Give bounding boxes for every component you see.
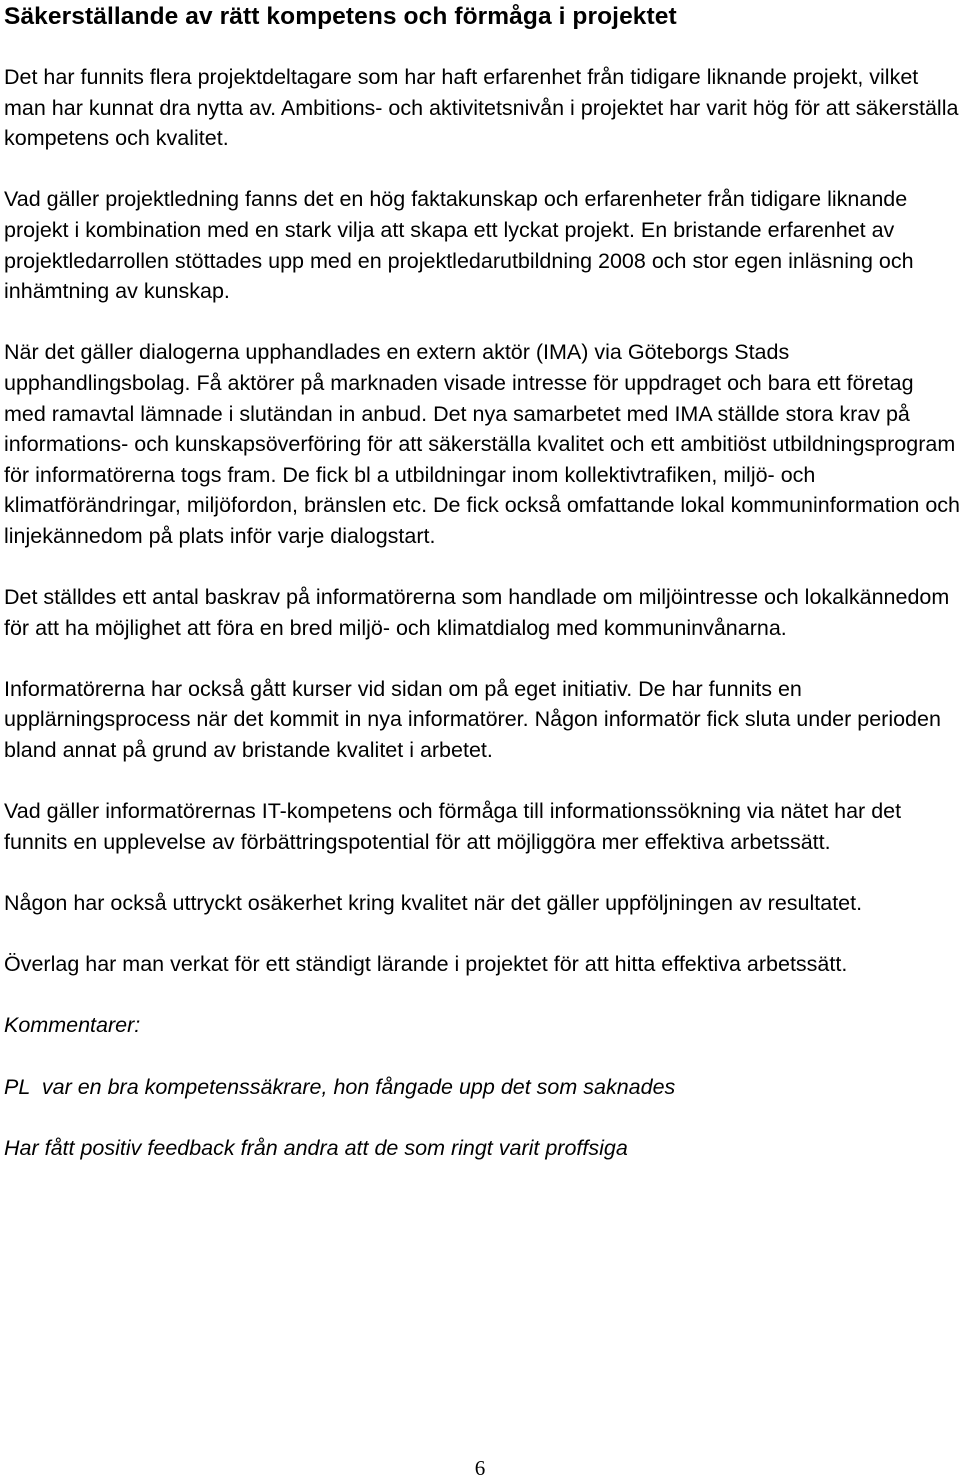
page-number: 6: [474, 1456, 486, 1480]
paragraph-learning: Överlag har man verkat för ett ständigt lärande i projektet för att hitta effektiva arbetssätt.: [4, 952, 848, 977]
paragraph-prior-experience: Det har funnits flera projektdeltagare som har haft erfarenhet från tidigare liknande projekt, vilket man har kunnat dra nytta av. Ambitions- och aktivitetsnivån i projektet har varit hög för att säkerställa kompetens och kvalitet.: [4, 65, 959, 151]
paragraph-follow-up: Någon har också uttryckt osäkerhet kring kvalitet när det gäller uppföljningen av resultatet.: [4, 891, 863, 916]
document-page: [4, 0, 960, 1163]
section-heading: Säkerställande av rätt kompetens och förmåga i projektet: [4, 3, 677, 30]
paragraph-courses: Informatörerna har också gått kurser vid sidan om på eget initiativ. De har funnits en upplärningsprocess när det kommit in nya informatörer. Någon informatör fick sluta under perioden bland annat på grund av bristande kvalitet i arbetet.: [4, 676, 941, 763]
paragraph-dialogue-procurement: När det gäller dialogerna upphandlades en extern aktör (IMA) via Göteborgs Stads upphandlingsbolag. Få aktörer på marknaden visade intresse för uppdraget och bara ett företag med ramavtal lämnade i slutändan in anbud. Det nya samarbetet med IMA ställde stora krav på informations- och kunskapsöverföring för att säkerställa kvalitet och ett ambitiöst utbildningsprogram för informatörerna togs fram. De fick bl a utbildningar inom kollektivtrafiken, miljö- och klimatförändringar, miljöfordon, bränslen etc. De fick också omfattande lokal kommuninformation och linjekännedom på plats inför varje dialogstart.: [4, 340, 960, 548]
paragraph-it-competence: Vad gäller informatörernas IT-kompetens och förmåga till informationssökning via nätet har det funnits en upplevelse av förbättringspotential för att möjliggöra mer effektiva arbetssätt.: [4, 799, 902, 854]
paragraph-base-requirements: Det ställdes ett antal baskrav på informatörerna som handlade om miljöintresse och lokalkännedom för att ha möjlighet att föra en bred miljö- och klimatdialog med kommuninvånarna.: [4, 585, 950, 640]
comment-item: Har fått positiv feedback från andra att de som ringt varit proffsiga: [4, 1135, 628, 1160]
paragraph-project-management: Vad gäller projektledning fanns det en hög faktakunskap och erfarenheter från tidigare liknande projekt i kombination med en stark vilja att skapa ett lyckat projekt. En bristande erfarenhet av projektledarrollen stöttades upp med en projektledarutbildning 2008 och stor egen inläsning och inhämtning av kunskap.: [4, 187, 914, 304]
comments-label: Kommentarer:: [4, 1013, 141, 1038]
comment-item: PL var en bra kompetenssäkrare, hon fångade upp det som saknades: [4, 1074, 676, 1099]
